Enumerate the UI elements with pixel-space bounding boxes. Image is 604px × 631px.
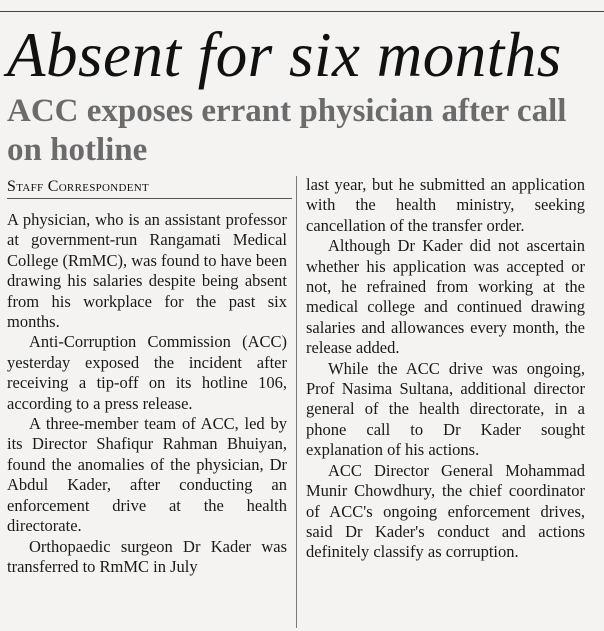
article-column-left: [7, 210, 287, 577]
paragraph: While the ACC drive was ongoing, Prof Nasima Sultana, additional director general of the health directorate, in a phone call to Dr Kader sought explanation of his actions.: [306, 358, 585, 460]
byline: Staff Correspondent: [7, 178, 150, 195]
column-divider: [296, 176, 297, 628]
paragraph: last year, but he submitted an application with the health ministry, seeking cancellation of the transfer order.: [306, 175, 585, 235]
top-rule: [0, 11, 604, 12]
article-column-right: [306, 175, 585, 563]
paragraph: A physician, who is an assistant professor at government-run Rangamati Medical College (RmMC), was found to have been drawing his salaries despite being absent from his workplace for the past six months.: [7, 210, 287, 332]
headline: Absent for six months: [7, 20, 562, 90]
paragraph: Although Dr Kader did not ascertain whether his application was accepted or not, he refrained from working at the medical college and continued drawing salaries and allowances every month, the release added.: [306, 236, 585, 358]
byline-rule: [7, 198, 292, 199]
paragraph: A three-member team of ACC, led by its Director Shafiqur Rahman Bhuiyan, found the anomalies of the physician, Dr Abdul Kader, after conducting an enforcement drive at the health directorate.: [7, 414, 287, 536]
paragraph: Anti-Corruption Commission (ACC) yesterday exposed the incident after receiving a tip-off on its hotline 106, according to a press release.: [7, 332, 287, 413]
paragraph: ACC Director General Mohammad Munir Chowdhury, the chief coordinator of ACC's ongoing enforcement drives, said Dr Kader's conduct and actions definitely classify as corruption.: [306, 460, 585, 562]
paragraph: Orthopaedic surgeon Dr Kader was transferred to RmMC in July: [7, 536, 287, 576]
subheadline: ACC exposes errant physician after call on hotline: [7, 93, 567, 168]
